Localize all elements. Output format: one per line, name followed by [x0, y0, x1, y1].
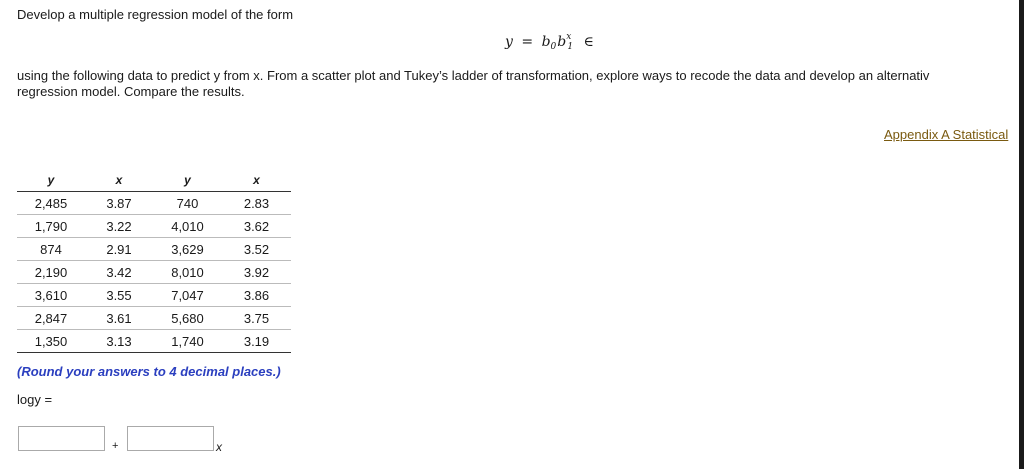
table-row — [17, 307, 291, 330]
formula-b1-sup: x — [566, 32, 572, 42]
cell: 2.83 — [222, 192, 291, 215]
x-variable-symbol: x — [216, 440, 222, 454]
cell: 874 — [17, 238, 85, 261]
header-x-2: x — [222, 169, 291, 192]
rounding-instruction: (Round your answers to 4 decimal places.) — [17, 364, 281, 379]
cell: 3.87 — [85, 192, 153, 215]
formula-b1: b — [557, 34, 567, 50]
cell: 1,350 — [17, 330, 85, 353]
cell: 3.22 — [85, 215, 153, 238]
cell: 3.42 — [85, 261, 153, 284]
cell: 3.19 — [222, 330, 291, 353]
table-header-row — [17, 169, 291, 192]
formula-y: y — [505, 34, 513, 50]
cell: 8,010 — [153, 261, 222, 284]
cell: 3.52 — [222, 238, 291, 261]
header-y-1: y — [17, 169, 85, 192]
formula-b0: b — [541, 34, 551, 50]
header-y-2: y — [153, 169, 222, 192]
window-edge — [1019, 0, 1024, 469]
cell: 1,740 — [153, 330, 222, 353]
table-row — [17, 284, 291, 307]
formula-b0-sub: 0 — [550, 42, 557, 52]
cell: 3.86 — [222, 284, 291, 307]
table-row — [17, 330, 291, 353]
cell: 3.92 — [222, 261, 291, 284]
header-x-1: x — [85, 169, 153, 192]
cell: 4,010 — [153, 215, 222, 238]
data-table — [17, 169, 291, 353]
cell: 3,610 — [17, 284, 85, 307]
cell: 3.55 — [85, 284, 153, 307]
cell: 1,790 — [17, 215, 85, 238]
formula-b1-sub: 1 — [567, 42, 574, 52]
plus-sign: + — [112, 440, 119, 452]
cell: 3.62 — [222, 215, 291, 238]
table-row — [17, 238, 291, 261]
regression-formula — [505, 34, 594, 50]
cell: 5,680 — [153, 307, 222, 330]
cell: 3.75 — [222, 307, 291, 330]
table-row — [17, 261, 291, 284]
description-line-2: regression model. Compare the results. — [17, 84, 245, 99]
b1-answer-input[interactable] — [127, 426, 214, 451]
table-row — [17, 215, 291, 238]
cell: 2,485 — [17, 192, 85, 215]
cell: 740 — [153, 192, 222, 215]
cell: 2,190 — [17, 261, 85, 284]
cell: 3.13 — [85, 330, 153, 353]
question-description — [17, 68, 1024, 100]
cell: 3,629 — [153, 238, 222, 261]
cell: 7,047 — [153, 284, 222, 307]
cell: 2,847 — [17, 307, 85, 330]
cell: 2.91 — [85, 238, 153, 261]
appendix-link[interactable]: Appendix A Statistical — [884, 127, 1009, 142]
answer-label: logy = — [17, 392, 53, 407]
description-line-1: using the following data to predict y from x. From a scatter plot and Tukey’s ladder of transformation, explore ways to recode the data and develop an alternativ — [17, 68, 930, 83]
cell: 3.61 — [85, 307, 153, 330]
question-intro: Develop a multiple regression model of the form — [17, 7, 294, 22]
formula-epsilon: ∈ — [583, 34, 594, 50]
table-row — [17, 192, 291, 215]
formula-equals: = — [521, 34, 534, 50]
b0-answer-input[interactable] — [18, 426, 105, 451]
